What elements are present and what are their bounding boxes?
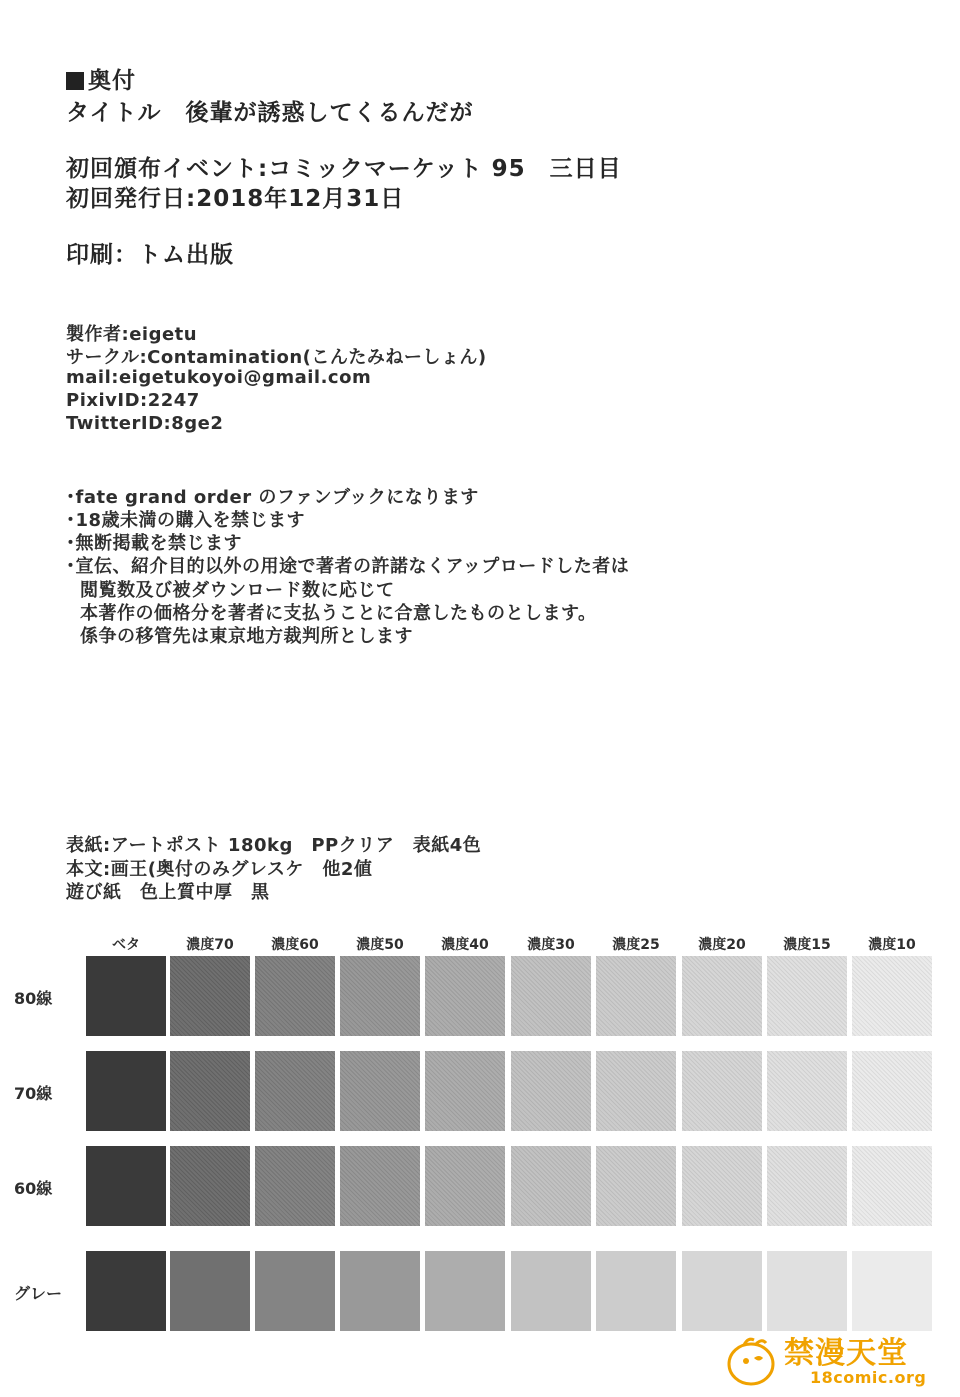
tone-swatch <box>86 1146 166 1226</box>
tone-swatch <box>767 1051 847 1131</box>
tone-column-label: 濃度30 <box>527 937 575 953</box>
tone-swatch <box>852 956 932 1036</box>
pixiv-line: PixivID:2247 <box>66 390 200 411</box>
spec-endpaper: 遊び紙 色上質中厚 黒 <box>66 882 270 903</box>
date-line: 初回発行日:2018年12月31日 <box>66 186 405 212</box>
tone-swatch <box>596 1051 676 1131</box>
twitter-line: TwitterID:8ge2 <box>66 413 224 434</box>
tone-column-label: 濃度20 <box>698 937 746 953</box>
tone-swatch <box>852 1251 932 1331</box>
tone-swatch <box>767 956 847 1036</box>
tone-swatch <box>682 1251 762 1331</box>
tone-swatch <box>425 1051 505 1131</box>
tone-swatch <box>86 956 166 1036</box>
spec-body: 本文:画王(奥付のみグレスケ 他2値 <box>66 859 373 880</box>
print-line: 印刷：トム出版 <box>66 242 234 268</box>
watermark <box>724 1328 938 1392</box>
tone-row-label: 70線 <box>14 1084 53 1103</box>
tone-swatch <box>86 1251 166 1331</box>
watermark-url: 18comic.org <box>810 1368 927 1387</box>
tone-column-label: ベタ <box>112 937 140 953</box>
tone-swatch <box>852 1146 932 1226</box>
tone-swatch <box>596 956 676 1036</box>
tone-swatch <box>767 1251 847 1331</box>
tone-swatch <box>255 1146 335 1226</box>
note-item: ･18歳未満の購入を禁じます <box>66 510 306 531</box>
tone-swatch <box>340 1251 420 1331</box>
note-item: ･宣伝、紹介目的以外の用途で著者の許諾なくアップロードした者は <box>66 556 630 577</box>
tone-swatch <box>596 1146 676 1226</box>
tone-swatch <box>340 1051 420 1131</box>
tone-swatch <box>682 1146 762 1226</box>
tone-swatch <box>340 956 420 1036</box>
note-item: 閲覧数及び被ダウンロード数に応じて <box>80 580 395 601</box>
tone-swatch <box>511 956 591 1036</box>
note-item: 本著作の価格分を著者に支払うことに合意したものとします。 <box>80 603 597 624</box>
author-line: 製作者:eigetu <box>66 324 198 345</box>
tone-swatch <box>511 1051 591 1131</box>
tone-row-label: 80線 <box>14 989 53 1008</box>
tone-swatch <box>511 1251 591 1331</box>
note-item: 係争の移管先は東京地方裁判所とします <box>80 626 413 647</box>
colophon-heading-text: 奥付 <box>88 68 136 94</box>
note-item: ･fate grand order のファンブックになります <box>66 487 479 508</box>
tone-row-label: 60線 <box>14 1179 53 1198</box>
title-line: タイトル 後輩が誘惑してくるんだが <box>66 100 474 126</box>
tone-swatch <box>767 1146 847 1226</box>
tone-swatch <box>852 1051 932 1131</box>
tone-swatch <box>170 1051 250 1131</box>
tone-swatch <box>511 1146 591 1226</box>
tone-swatch <box>255 1251 335 1331</box>
note-item: ･無断掲載を禁じます <box>66 533 242 554</box>
tone-column-label: 濃度25 <box>612 937 660 953</box>
tone-swatch <box>682 956 762 1036</box>
event-line: 初回頒布イベント:コミックマーケット 95 三日目 <box>66 156 622 182</box>
tone-column-label: 濃度10 <box>868 937 916 953</box>
spec-cover: 表紙:アートポスト 180kg PPクリア 表紙4色 <box>66 835 482 856</box>
tone-swatch <box>255 1051 335 1131</box>
circle-line: サークル:Contamination(こんたみねーしょん) <box>66 347 487 368</box>
tone-swatch <box>170 1251 250 1331</box>
tone-swatch <box>425 956 505 1036</box>
colophon-heading <box>66 62 136 95</box>
mascot-logo-icon <box>724 1334 778 1388</box>
tone-swatch <box>596 1251 676 1331</box>
tone-row-label: グレー <box>14 1284 63 1303</box>
tone-column-label: 濃度40 <box>441 937 489 953</box>
tone-swatch <box>86 1051 166 1131</box>
tone-swatch <box>682 1051 762 1131</box>
watermark-brand: 禁漫天堂 <box>784 1336 908 1371</box>
tone-swatch <box>425 1251 505 1331</box>
tone-column-label: 濃度50 <box>356 937 404 953</box>
tone-swatch <box>340 1146 420 1226</box>
tone-swatch <box>170 956 250 1036</box>
tone-swatch <box>170 1146 250 1226</box>
tone-column-label: 濃度60 <box>271 937 319 953</box>
tone-column-label: 濃度70 <box>186 937 234 953</box>
tone-swatch <box>425 1146 505 1226</box>
tone-swatch <box>255 956 335 1036</box>
square-bullet-icon <box>66 72 84 90</box>
mail-line: mail:eigetukoyoi@gmail.com <box>66 367 372 388</box>
tone-column-label: 濃度15 <box>783 937 831 953</box>
